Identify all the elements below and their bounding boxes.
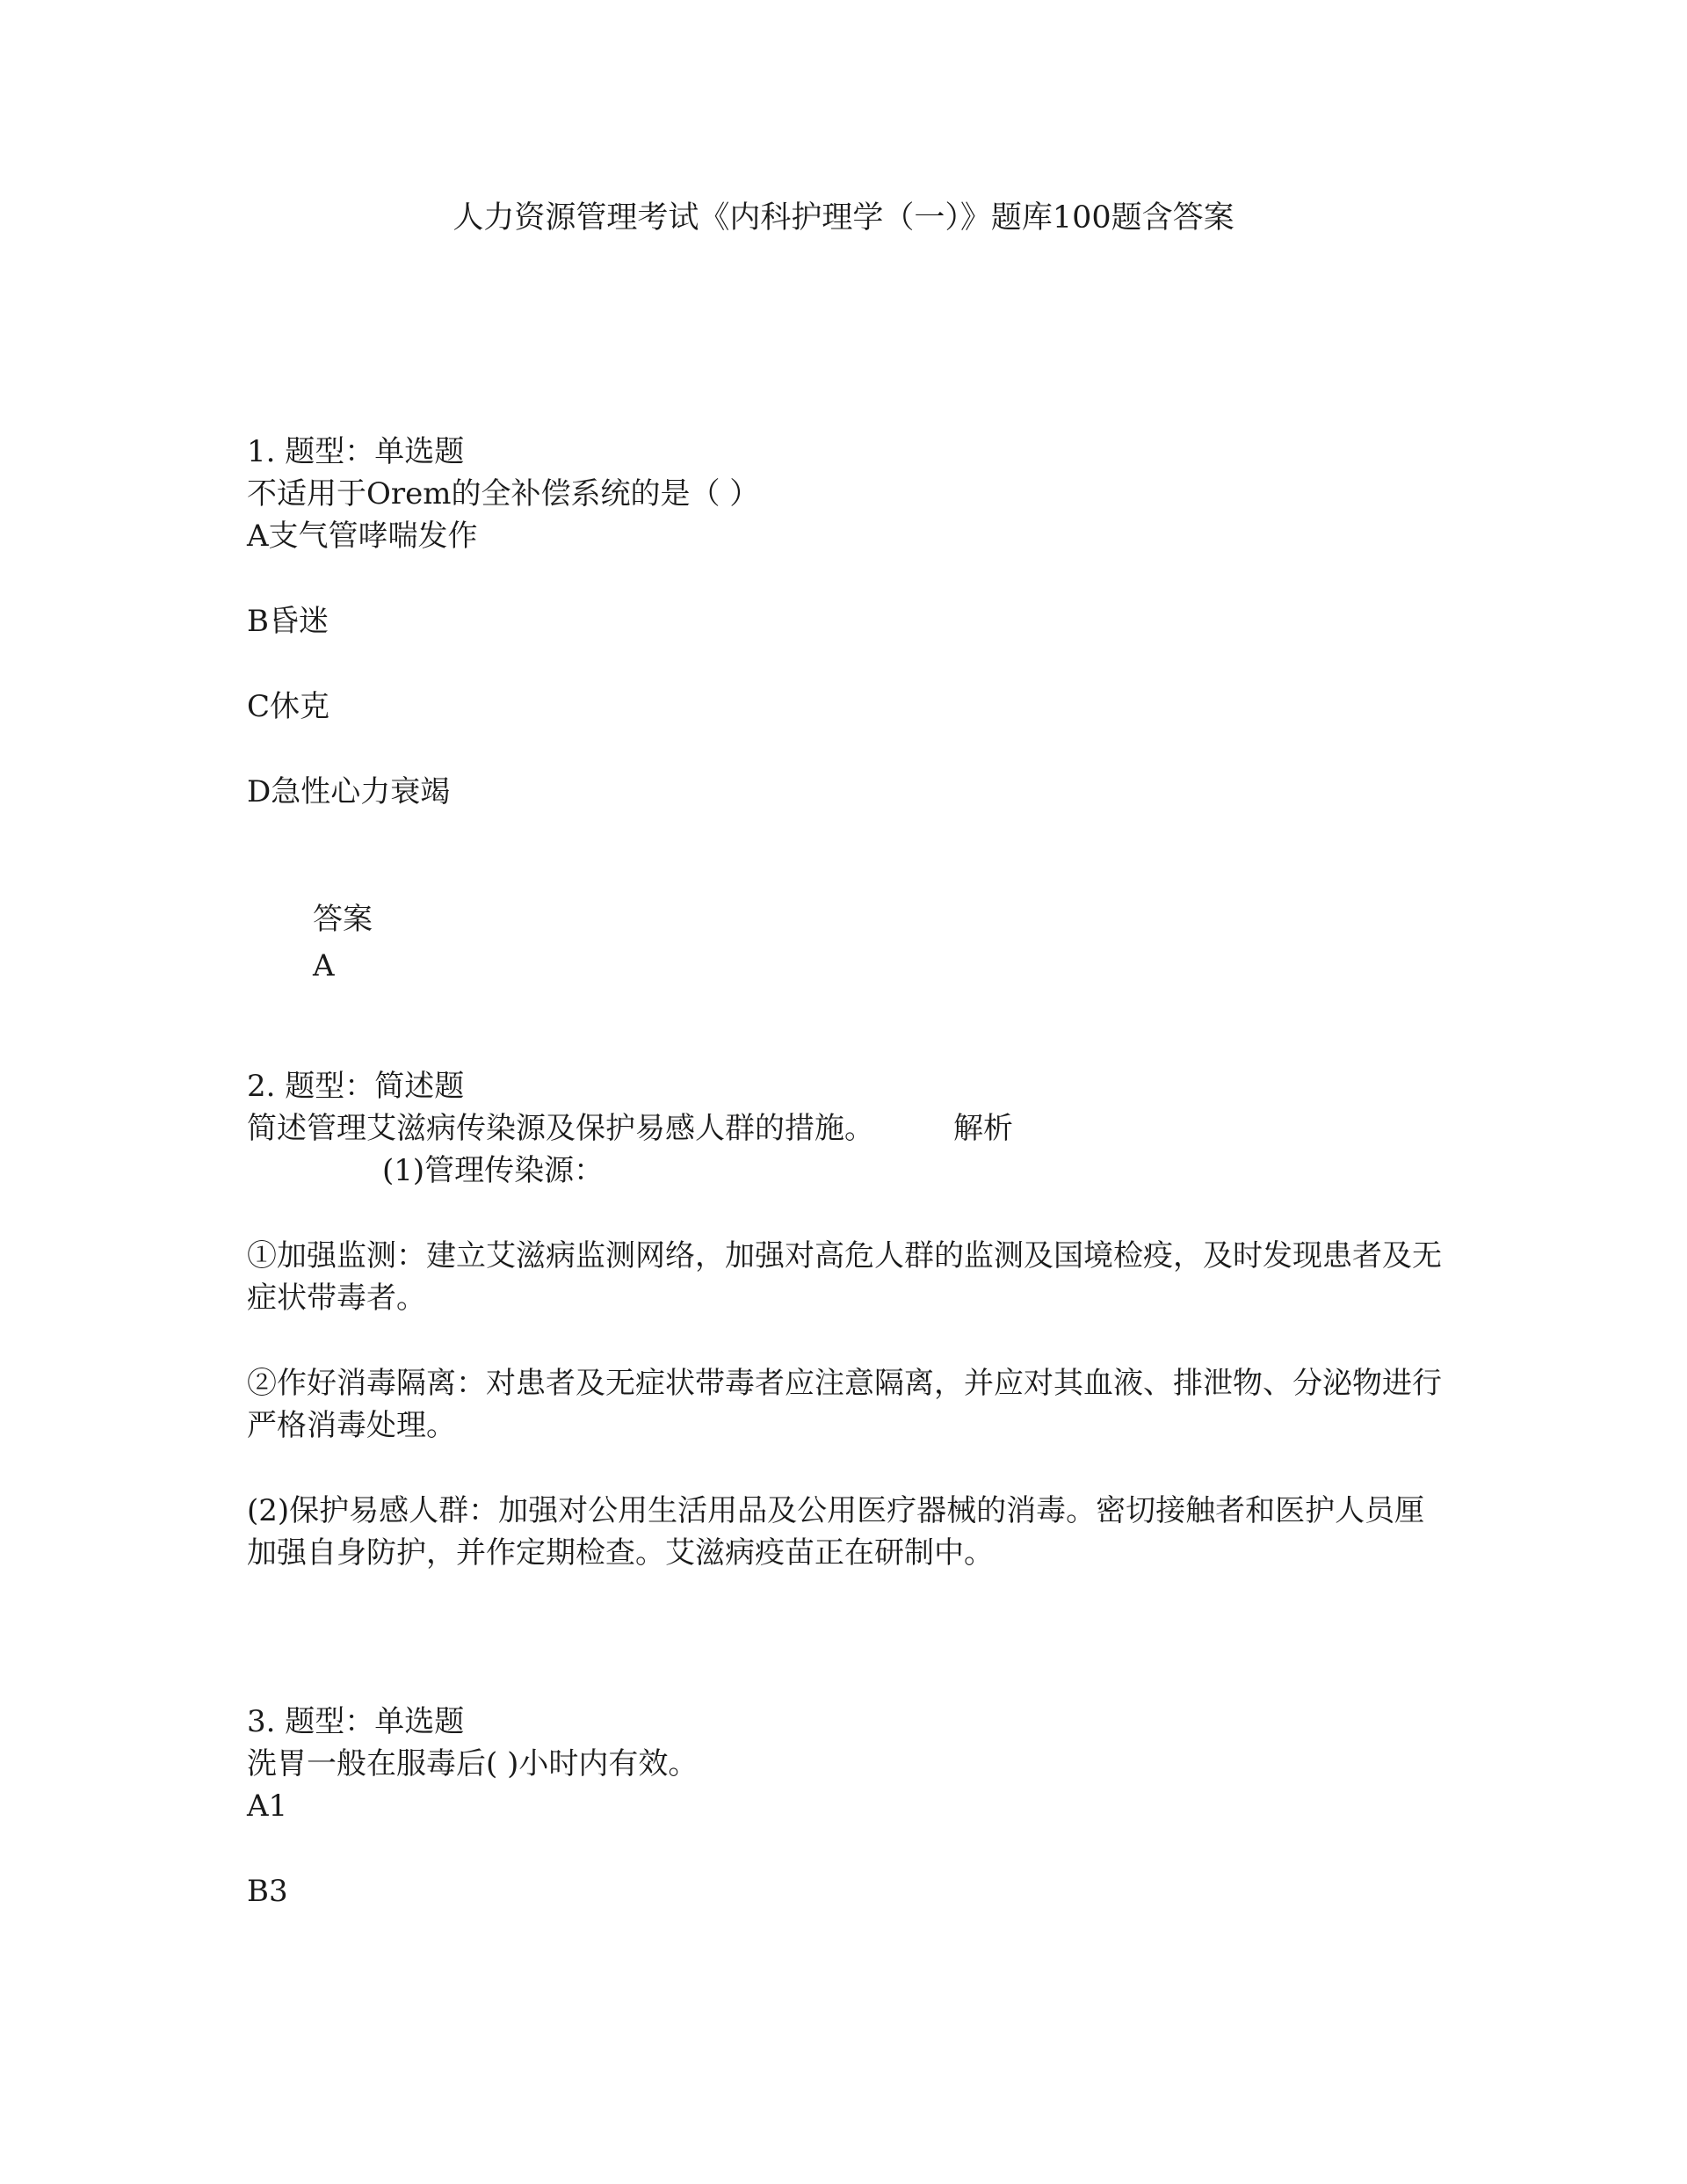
question-2-type: 2. 题型：简述题 (247, 1069, 465, 1104)
question-3-stem: 洗胃一般在服毒后( )小时内有效。 (247, 1746, 699, 1781)
question-1-type: 1. 题型：单选题 (247, 434, 465, 469)
question-2-paragraph: ①加强监测：建立艾滋病监测网络，加强对高危人群的监测及国境检疫，及时发现患者及无症状带毒者。 (247, 1238, 1442, 1316)
question-1-option-b: B昏迷 (247, 604, 329, 639)
question-1-option-a: A支气管哮喘发作 (247, 519, 478, 554)
question-1-option-c: C休克 (247, 689, 330, 724)
question-1-option-d: D急性心力衰竭 (247, 774, 451, 809)
question-2-sub-heading: (1)管理传染源： (382, 1153, 605, 1188)
question-3-type: 3. 题型：单选题 (247, 1704, 465, 1739)
question-2-paragraph: ②作好消毒隔离：对患者及无症状带毒者应注意隔离，并应对其血液、排泄物、分泌物进行严格消毒处理。 (247, 1366, 1442, 1443)
question-3-option-b: B3 (247, 1874, 288, 1909)
question-2-stem-line (247, 1107, 1013, 1150)
question-2-paragraph: (2)保护易感人群：加强对公用生活用品及公用医疗器械的消毒。密切接触者和医护人员厘加强自身防护，并作定期检查。艾滋病疫苗正在研制中。 (247, 1493, 1425, 1571)
question-2-stem: 简述管理艾滋病传染源及保护易感人群的措施。 (247, 1111, 874, 1146)
question-1-answer-value: A (313, 948, 335, 983)
question-1-stem: 不适用于Orem的全补偿系统的是（ ） (247, 476, 760, 512)
question-2-analysis-label: 解析 (953, 1111, 1013, 1146)
question-1-answer-label: 答案 (313, 902, 373, 937)
question-3-option-a: A1 (247, 1789, 288, 1824)
document-title: 人力资源管理考试《内科护理学（一）》题库100题含答案 (453, 200, 1234, 236)
